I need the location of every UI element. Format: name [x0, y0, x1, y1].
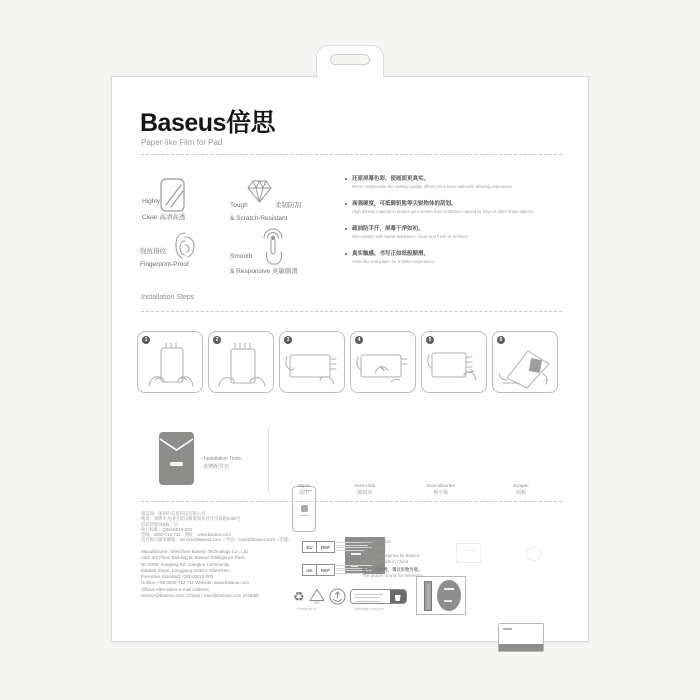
legal-zh-line: 热线：4000-712-711 网址：www.baseus.com [141, 532, 231, 538]
pouch-note-line1: - Installation Tools [201, 456, 241, 462]
benefit-en: High density material to protect your screen from scratches caused by keys or other sharp objects. [352, 209, 535, 214]
benefit-item [345, 176, 561, 190]
hang-slot-hole [330, 54, 370, 65]
uk-rep-label: REP [320, 567, 331, 573]
step-panel-3 [279, 331, 345, 393]
eu-rep-region: EU [303, 542, 317, 552]
designed-by-line: 倍思设计/Designed by Baseus [362, 553, 420, 559]
absorber-text-bar [444, 588, 454, 590]
legal-en-block [141, 549, 259, 599]
fingerprint-icon [173, 230, 197, 260]
step2-illustration [213, 340, 271, 390]
trash-bin-icon [395, 594, 401, 601]
feature-fingerprint-line1: 强抗指纹 [140, 248, 166, 255]
dust-cloth-label-zh: 擦拭布 [357, 489, 373, 496]
legal-en-line: Bantian Street, Longgang District, Shenzhen [141, 567, 230, 573]
reference-note-zh: 图片仅供参考，请以实物为准。 [362, 567, 423, 573]
benefit-item [345, 251, 561, 265]
benefit-item [345, 226, 561, 240]
tough-diamond-icon [246, 178, 273, 205]
legal-zh-line: 地址：深圳市龙岗区坂田街道岗头社区雪岗路2008号 [141, 516, 241, 522]
eu-rep-label: REP [320, 544, 331, 550]
highly-clear-icon [158, 177, 188, 213]
sorting-info-text-bar [355, 594, 383, 595]
step-panel-5 [421, 331, 487, 393]
absorber-strip [424, 581, 432, 611]
scraper-icon [498, 623, 544, 652]
benefit-en: Feels like real paper, for a better experience. [352, 259, 435, 264]
faint-stamp-circle [526, 547, 542, 561]
scraper-label-zh: 刮板 [515, 489, 526, 496]
step-number-badge: 6 [497, 336, 505, 344]
feature-tough-line1-right: 柔韧防刮 [275, 202, 301, 209]
step-number-badge: 2 [213, 336, 221, 344]
pap-triangle-icon [309, 588, 325, 602]
dust-absorber-label-en: Dust-absorber [426, 483, 456, 488]
cloth-text-bar [351, 553, 361, 555]
benefit-en: Won't compromise the viewing quality, offers you a more authentic drawing experience. [352, 184, 514, 189]
step-number-badge: 3 [284, 336, 292, 344]
absorber-pad [437, 580, 461, 611]
benefit-en: Oleo-phobic with sweat resistance, clean and fresh at all times. [352, 234, 469, 239]
legal-zh-line: 制造商：深圳市倍思科技有限公司 [141, 511, 206, 516]
dust-cloth-label-en: Dust-cloth [354, 483, 376, 488]
sorting-info-text-bar [355, 601, 381, 602]
lot-number: L100000338 [362, 544, 386, 550]
benefit-list [345, 176, 561, 265]
step-number-badge: 4 [355, 336, 363, 344]
step6-illustration [497, 340, 555, 390]
dashed-divider-top [141, 154, 562, 155]
step5-illustration [426, 340, 484, 390]
legal-en-line: Add: 3rd Floor, Building B, Baseus Intelligence Park, [141, 555, 246, 561]
step4-illustration [355, 340, 413, 390]
feature-highly-clear-line2: Clear 高清高透 [142, 214, 186, 221]
installation-steps-row [137, 331, 558, 393]
dust-absorber-label [414, 483, 468, 496]
step-number-badge: 1 [142, 336, 150, 344]
sorting-info-box [350, 589, 407, 604]
step-number-badge: 5 [426, 336, 434, 344]
step-panel-4 [350, 331, 416, 393]
step-panel-6 [492, 331, 558, 393]
reference-note-en: The picture is only for reference. [362, 572, 424, 578]
uk-rep-box [302, 564, 335, 576]
triman-icon [329, 588, 346, 605]
wipes-label [280, 483, 328, 496]
scraper-label [496, 483, 546, 496]
bin-block [390, 590, 406, 603]
step1-illustration [142, 340, 200, 390]
wipes-text-bar [300, 515, 309, 516]
benefit-zh: 还原屏幕色彩，使画面更真实。 [352, 176, 430, 182]
product-codes-block [362, 539, 424, 579]
accessory-divider [268, 427, 269, 493]
eco-caption-left: Pensez au tri ! [297, 607, 318, 611]
benefit-item [345, 201, 561, 215]
absorber-text-bar [444, 600, 452, 602]
part-number: P40032Z-P040 [362, 539, 391, 544]
legal-zh-line: 倍思智能园B栋三层 [141, 521, 179, 527]
feature-tough-line1-left: Tough [230, 202, 248, 209]
step-panel-2 [208, 331, 274, 393]
pouch-note [201, 455, 241, 471]
pouch-logo-plate [170, 462, 183, 466]
bullet-dot [345, 178, 347, 180]
made-in-line: 中国制造/Made in China [362, 558, 409, 564]
recycle-icon: ♻ [293, 588, 305, 604]
scraper-text-bar [503, 628, 512, 630]
scraper-label-en: Scraper [513, 483, 529, 488]
dust-absorber-label-zh: 吸尘贴 [433, 489, 449, 496]
wipes-label-en: Wipes [297, 483, 311, 488]
bullet-dot [345, 253, 347, 255]
eco-caption-right: Emballage à recycler [354, 607, 384, 611]
legal-en-line: Executive Standard: Q/BASE15-003 [141, 574, 214, 580]
feature-smooth-line2: & Responsive 灵敏顺滑 [230, 268, 298, 275]
brand-logo: Baseus倍思 [140, 109, 275, 137]
product-subtitle: Paper-like Film for Pad [141, 138, 223, 147]
sorting-info-text-bar [355, 597, 379, 598]
feature-smooth-line1: Smooth [230, 253, 253, 260]
dust-absorber-icon [416, 576, 466, 615]
feature-highly-clear-line1: Highly [142, 198, 161, 205]
legal-zh-block [141, 511, 292, 543]
dashed-divider-steps [141, 311, 562, 312]
packaging-card [111, 76, 589, 642]
pouch-note-line2: - 附赠配件包 [201, 464, 230, 470]
scraper-edge [499, 644, 543, 651]
bullet-dot [345, 228, 347, 230]
benefit-zh: 高强硬度，可抵御钥匙等尖锐物体的刮划。 [352, 201, 457, 207]
wipes-logo-mark [301, 505, 308, 512]
uk-rep-region: UK [303, 565, 317, 575]
legal-en-line: Manufacturer: Shenzhen Baseus Technology Co., Ltd. [141, 549, 249, 554]
benefit-zh: 真实触感，书写正如纸般顺滑。 [352, 251, 430, 257]
legal-en-line: service@baseus.com (China) / care@baseus.com (Global) [141, 593, 259, 599]
pap-triangle-wrap [309, 588, 325, 605]
benefit-zh: 疏油防手汗，屏幕干净如初。 [352, 226, 424, 232]
step-panel-1 [137, 331, 203, 393]
bullet-dot [345, 203, 347, 205]
feature-fingerprint-line2: Fingerprint-Proof [140, 261, 189, 268]
legal-en-line: Hotline: +86 4000-712-711 Website: www.baseus.com [141, 580, 250, 586]
hang-tab [316, 45, 384, 78]
legal-en-line: Official After-sales E-mail Address: [141, 586, 210, 592]
dashed-divider-bottom [141, 501, 562, 502]
dust-cloth-label [341, 483, 389, 496]
step3-illustration [284, 340, 342, 390]
faint-stamp-square [456, 543, 481, 563]
legal-en-line: No.2008, Xuegang Rd, Gangtou Community, [141, 561, 231, 567]
feature-tough-line2: & Scratch-Resistant [230, 215, 288, 222]
eu-rep-box [302, 541, 335, 553]
legal-zh-line: 官方售后服务邮箱：service@baseus.com（中国）/care@baseus.com（全球） [141, 537, 293, 543]
smooth-responsive-touch-icon [261, 228, 285, 268]
installation-tools-pouch-icon [159, 432, 194, 485]
installation-steps-title: Installation Steps [141, 294, 195, 301]
recycling-icons-row [293, 588, 407, 605]
wipes-label-zh: 湿巾 [298, 489, 309, 496]
pouch-flap [159, 438, 194, 452]
legal-zh-line: 执行标准：Q/BASE15-003 [141, 526, 192, 532]
pap-label: PAP [313, 601, 320, 605]
